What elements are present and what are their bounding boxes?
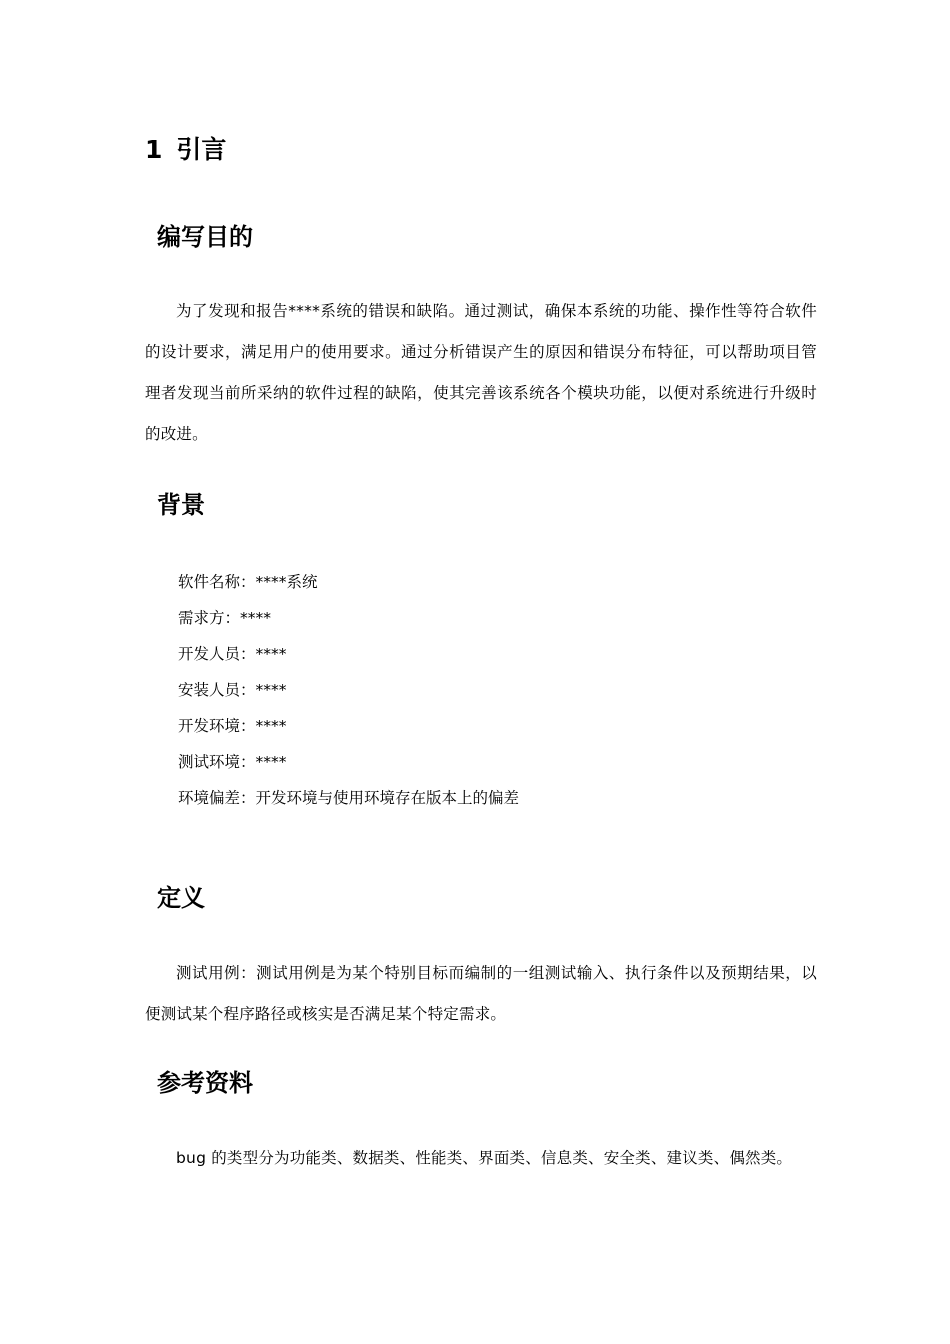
background-item-test-environment: 测试环境：****: [178, 753, 287, 771]
background-item-dev-environment: 开发环境：****: [178, 717, 287, 735]
section-1-heading: [145, 134, 226, 166]
definition-heading: 定义: [157, 884, 205, 912]
background-list: [178, 564, 519, 816]
section-title: 引言: [176, 135, 227, 164]
section-number: 1: [145, 135, 163, 164]
background-item-developers: 开发人员：****: [178, 645, 287, 663]
purpose-paragraph: 为了发现和报告****系统的错误和缺陷。通过测试，确保本系统的功能、操作性等符合软件的设计要求，满足用户的使用要求。通过分析错误产生的原因和错误分布特征，可以帮助项目管理者发现当前所采纳的软件过程的缺陷，使其完善该系统各个模块功能，以便对系统进行升级时的改进。: [145, 302, 817, 443]
references-heading: 参考资料: [157, 1069, 253, 1097]
background-item-software-name: 软件名称：****系统: [178, 573, 318, 591]
background-item-requester: 需求方：****: [178, 609, 272, 627]
background-item-installers: 安装人员：****: [178, 681, 287, 699]
background-heading: 背景: [157, 491, 205, 519]
background-item-environment-deviation: 环境偏差：开发环境与使用环境存在版本上的偏差: [178, 789, 520, 807]
definition-paragraph: 测试用例：测试用例是为某个特别目标而编制的一组测试输入、执行条件以及预期结果，以便测试某个程序路径或核实是否满足某个特定需求。: [145, 964, 817, 1023]
references-paragraph: bug 的类型分为功能类、数据类、性能类、界面类、信息类、安全类、建议类、偶然类。: [176, 1149, 793, 1167]
purpose-heading: 编写目的: [157, 223, 253, 251]
